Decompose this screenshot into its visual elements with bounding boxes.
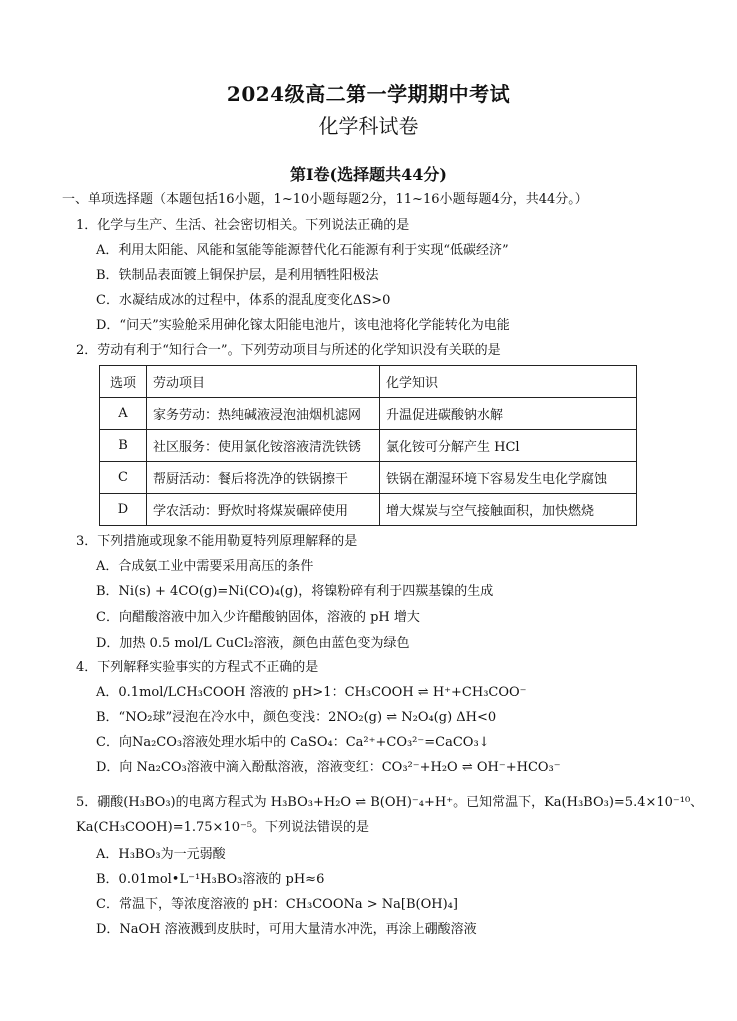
question-1-option-b: B．铁制品表面镀上铜保护层，是利用牺牲阳极法 [96,268,379,283]
table-cell: 社区服务：使用氯化铵溶液清洗铁锈 [147,430,380,462]
table-cell: 帮厨活动：餐后将洗净的铁锅擦干 [147,462,380,494]
question-1-option-c: C．水凝结成冰的过程中，体系的混乱度变化ΔS>0 [96,293,391,308]
table-cell: 升温促进碳酸钠水解 [380,398,637,430]
question-5-option-b: B．0.01mol•L⁻¹H₃BO₃溶液的 pH≈6 [96,872,325,887]
question-3-option-d: D．加热 0.5 mol/L CuCl₂溶液，颜色由蓝色变为绿色 [96,636,410,651]
table-cell: 铁锅在潮湿环境下容易发生电化学腐蚀 [380,462,637,494]
table-cell: 学农活动：野炊时将煤炭碾碎使用 [147,494,380,526]
question-3-option-c: C．向醋酸溶液中加入少许醋酸钠固体，溶液的 pH 增大 [96,610,420,625]
question-2-stem: 2．劳动有利于“知行合一”。下列劳动项目与所述的化学知识没有关联的是 [76,343,501,358]
question-3-option-a: A．合成氨工业中需要采用高压的条件 [96,559,314,574]
table-cell: 增大煤炭与空气接触面积，加快燃烧 [380,494,637,526]
question-3-option-b: B．Ni(s) + 4CO(g)=Ni(CO)₄(g)，将镍粉碎有利于四羰基镍的生成 [96,584,494,599]
question-5-option-c: C．常温下，等浓度溶液的 pH：CH₃COONa > Na[B(OH)₄] [96,897,458,912]
question-5-option-d: D．NaOH 溶液溅到皮肤时，可用大量清水冲洗，再涂上硼酸溶液 [96,922,477,937]
part-heading: 第Ⅰ卷(选择题共44分) [290,165,447,184]
table-header-cell: 选项 [100,366,147,398]
table-cell: D [100,494,147,526]
table-cell: C [100,462,147,494]
table-cell: A [100,398,147,430]
question-4-stem: 4．下列解释实验事实的方程式不正确的是 [76,660,319,675]
table-header-cell: 化学知识 [380,366,637,398]
table-row [100,494,637,526]
question-4-option-d: D．向 Na₂CO₃溶液中滴入酚酞溶液，溶液变红：CO₃²⁻+H₂O ⇌ OH⁻+HCO₃⁻ [96,760,561,775]
section-instructions: 一、单项选择题（本题包括16小题，1~10小题每题2分，11~16小题每题4分，共44分。） [62,192,588,207]
question-1-option-d: D．“问天”实验舱采用砷化镓太阳能电池片，该电池将化学能转化为电能 [96,318,510,333]
question-3-stem: 3．下列措施或现象不能用勒夏特列原理解释的是 [76,534,358,549]
table-cell: 家务劳动：热纯碱液浸泡油烟机滤网 [147,398,380,430]
question-5-stem-line2: Ka(CH₃COOH)=1.75×10⁻⁵。下列说法错误的是 [76,820,370,835]
table-row [100,430,637,462]
table-cell: 氯化铵可分解产生 HCl [380,430,637,462]
table-header-cell: 劳动项目 [147,366,380,398]
question-4-option-a: A．0.1mol/LCH₃COOH 溶液的 pH>1：CH₃COOH ⇌ H⁺+CH₃COO⁻ [96,685,527,700]
question-4-option-c: C．向Na₂CO₃溶液处理水垢中的 CaSO₄：Ca²⁺+CO₃²⁻=CaCO₃↓ [96,735,490,750]
question-1-option-a: A．利用太阳能、风能和氢能等能源替代化石能源有利于实现“低碳经济” [96,243,509,258]
table-cell: B [100,430,147,462]
question-2-table [99,365,637,526]
question-5-option-a: A．H₃BO₃为一元弱酸 [96,847,226,862]
question-1-stem: 1．化学与生产、生活、社会密切相关。下列说法正确的是 [76,218,410,233]
table-row [100,398,637,430]
question-5-stem-line1: 5．硼酸(H₃BO₃)的电离方程式为 H₃BO₃+H₂O ⇌ B(OH)⁻₄+H⁺。已知常温下，Ka(H₃BO₃)=5.4×10⁻¹⁰、 [76,795,704,810]
question-4-option-b: B．“NO₂球”浸泡在冷水中，颜色变浅：2NO₂(g) ⇌ N₂O₄(g) ΔH<0 [96,710,497,725]
table-header-row [100,366,637,398]
table-row [100,462,637,494]
exam-title: 2024级高二第一学期期中考试 [226,82,511,106]
exam-subtitle: 化学科试卷 [318,114,419,138]
